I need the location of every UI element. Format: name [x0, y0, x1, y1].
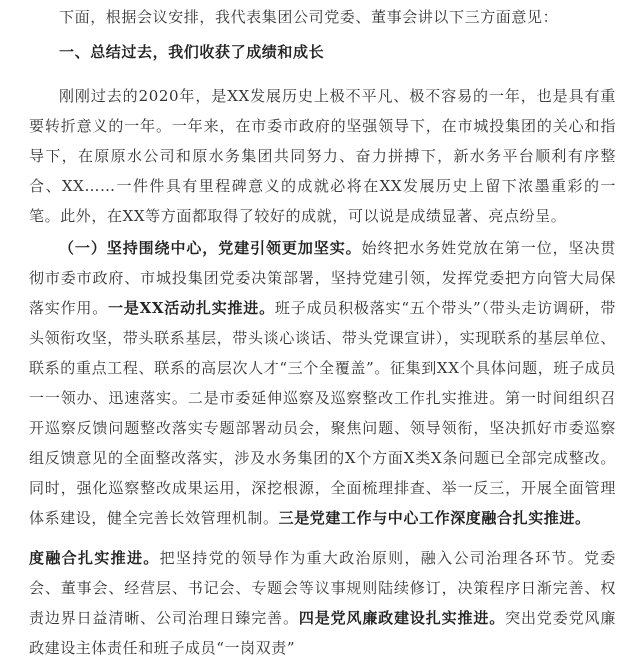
point-three-heading: 三是党建工作与中心工作深度融合扎实推进。	[278, 509, 591, 527]
paragraph-text: 始终把水务姓党放在第一位，坚决贯彻市委市政府、市城投集团党委决策部署，坚持党建引领，发挥党委把方向管大局保落实作用。	[29, 239, 616, 317]
subsection-heading: （一）坚持围绕中心，党建引领更加坚实。	[59, 239, 362, 257]
point-one-heading: 一是XX活动扎实推进。	[108, 299, 275, 317]
body-paragraph-1: 刚刚过去的2020年，是XX发展历史上极不平凡、极不容易的一年，也是具有重要转折意义的一年。一年来，在市委市政府的坚强领导下，在市城投集团的关心和指导下，在原原水公司和原水务集团共同努力、奋力拼搏下，新水务平台顺利有序整合、XX……一件件具有里程碑意义的成就必将在XX发展历史上留下浓墨重彩的一笔。此外，在XX等方面都取得了较好的成就，可以说是成绩显著、亮点纷呈。	[29, 87, 616, 225]
paragraph-text: 班子成员积极落实“五个带头”（带头走访调研，带头领衔攻坚，带头联系基层，带头谈心谈话、带头党课宣讲），实现联系的基层单位、联系的重点工程、联系的高层次人才“三个全覆盖”。征集到XX个具体问题，班子成员一一领办、迅速落实。二是市委延伸巡察及巡察整改工作扎实推进。第一时间组织召开巡察反馈问题整改落实专题部署动员会，聚焦问题、领导领衔，坚决抓好市委巡察组反馈意见的全面整改落实，涉及水务集团的X个方面X类X条问题已全部完成整改。同时，强化巡察整改成果运用，深挖根源，全面梳理排查、举一反三，开展全面管理体系建设，健全完善长效管理机制。	[29, 299, 616, 527]
paragraph-text: 把坚持党的领导作为重大政治原则，融入公司治理各环节。党委会、董事会、经营层、书记会、专题会等议事规则陆续修订，决策程序日渐完善、权责边界日益清晰、公司治理日臻完善。	[29, 549, 616, 627]
paragraph-text: 突出党委党风廉政建设主体责任和班子成员“一岗双责”	[29, 609, 617, 657]
section-heading: 一、总结过去，我们收获了成绩和成长	[59, 43, 325, 61]
intro-paragraph: 下面，根据会议安排，我代表集团公司党委、董事会讲以下三方面意见：	[59, 8, 559, 26]
point-four-heading: 四是党风廉政建设扎实推进。	[298, 609, 506, 627]
point-three-heading-continued: 度融合扎实推进。	[29, 549, 160, 567]
body-paragraph-2	[29, 233, 616, 533]
body-paragraph-3	[29, 543, 617, 657]
